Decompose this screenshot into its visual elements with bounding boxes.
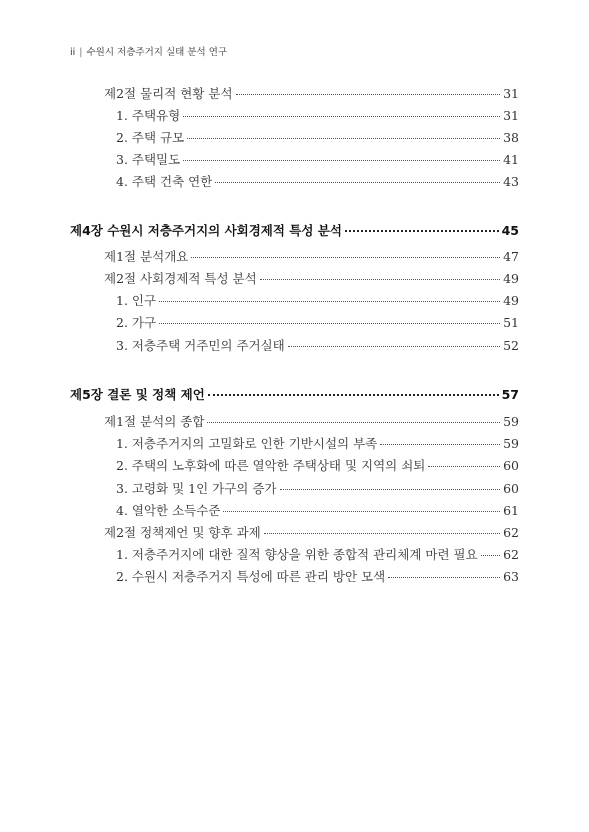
toc-entry-page-number: 59 xyxy=(503,436,519,451)
toc-entry-title: 제2절 사회경제적 특성 분석 xyxy=(104,271,257,286)
toc-item-entry[interactable] xyxy=(116,106,519,126)
toc-entry-title: 2. 주택 규모 xyxy=(116,130,185,145)
running-head-separator: | xyxy=(79,47,83,58)
dot-leader xyxy=(191,256,500,258)
toc-entry-title: 1. 저층주거지에 대한 질적 향상을 위한 종합적 관리체계 마련 필요 xyxy=(116,547,478,562)
toc-entry-title: 2. 주택의 노후화에 따른 열악한 주택상태 및 지역의 쇠퇴 xyxy=(116,458,426,473)
dot-leader xyxy=(215,181,500,183)
dot-leader xyxy=(280,488,501,490)
running-head xyxy=(70,44,227,58)
toc-entry-title: 4. 주택 건축 연한 xyxy=(116,174,213,189)
toc-item-entry[interactable] xyxy=(116,479,519,499)
toc-item-entry[interactable] xyxy=(116,313,519,333)
dot-leader xyxy=(345,229,499,232)
toc-section-entry[interactable] xyxy=(104,523,519,543)
toc-section-entry[interactable] xyxy=(104,412,519,432)
toc-entry-title: 2. 수원시 저층주거지 특성에 따른 관리 방안 모색 xyxy=(116,569,386,584)
toc-entry-page-number: 60 xyxy=(503,458,519,473)
toc-item-entry[interactable] xyxy=(116,434,519,454)
toc-entry-page-number: 49 xyxy=(503,293,519,308)
toc-entry-title: 제4장 수원시 저층주거지의 사회경제적 특성 분석 xyxy=(70,223,342,238)
toc-entry-title: 3. 고령화 및 1인 가구의 증가 xyxy=(116,481,277,496)
dot-leader xyxy=(223,510,500,512)
toc-section-entry[interactable] xyxy=(104,84,519,104)
toc-item-entry[interactable] xyxy=(116,567,519,587)
dot-leader xyxy=(159,300,500,302)
dot-leader xyxy=(388,576,500,578)
toc-entry-title: 제5장 결론 및 정책 제언 xyxy=(70,387,205,402)
dot-leader xyxy=(264,532,500,534)
toc-section-entry[interactable] xyxy=(104,269,519,289)
dot-leader xyxy=(288,345,500,347)
toc-entry-page-number: 61 xyxy=(503,503,519,518)
toc-entry-page-number: 43 xyxy=(503,174,519,189)
book-title: 수원시 저층주거지 실태 분석 연구 xyxy=(86,47,228,58)
toc-entry-page-number: 52 xyxy=(503,338,519,353)
toc-entry-page-number: 59 xyxy=(503,414,519,429)
toc-entry-page-number: 63 xyxy=(503,569,519,584)
toc-entry-page-number: 60 xyxy=(503,481,519,496)
toc-entry-page-number: 45 xyxy=(501,223,519,238)
dot-leader xyxy=(159,322,500,324)
toc-entry-page-number: 57 xyxy=(501,387,519,402)
toc-entry-title: 1. 주택유형 xyxy=(116,108,181,123)
dot-leader xyxy=(380,443,500,445)
dot-leader xyxy=(208,393,499,396)
toc-entry-page-number: 49 xyxy=(503,271,519,286)
toc-entry-page-number: 62 xyxy=(503,547,519,562)
page-number-label: ii xyxy=(70,47,76,58)
toc-item-entry[interactable] xyxy=(116,336,519,356)
toc-section-entry[interactable] xyxy=(104,247,519,267)
toc-item-entry[interactable] xyxy=(116,172,519,192)
toc-entry-page-number: 51 xyxy=(503,315,519,330)
toc-entry-title: 2. 가구 xyxy=(116,315,157,330)
toc-entry-page-number: 31 xyxy=(503,86,519,101)
dot-leader xyxy=(428,465,500,467)
toc-entry-title: 3. 주택밀도 xyxy=(116,152,181,167)
dot-leader xyxy=(260,278,500,280)
toc-item-entry[interactable] xyxy=(116,291,519,311)
dot-leader xyxy=(207,421,500,423)
toc-entry-title: 제1절 분석의 종합 xyxy=(104,414,205,429)
toc-entry-title: 제1절 분석개요 xyxy=(104,249,189,264)
toc-chapter-entry[interactable] xyxy=(70,221,519,241)
toc-entry-page-number: 38 xyxy=(503,130,519,145)
toc-item-entry[interactable] xyxy=(116,501,519,521)
toc-entry-title: 4. 열악한 소득수준 xyxy=(116,503,221,518)
toc-entry-title: 1. 저층주거지의 고밀화로 인한 기반시설의 부족 xyxy=(116,436,378,451)
toc-entry-page-number: 31 xyxy=(503,108,519,123)
toc-item-entry[interactable] xyxy=(116,128,519,148)
toc-entry-page-number: 62 xyxy=(503,525,519,540)
dot-leader xyxy=(481,554,500,556)
toc-item-entry[interactable] xyxy=(116,545,519,565)
toc-entry-page-number: 41 xyxy=(503,152,519,167)
dot-leader xyxy=(183,159,500,161)
toc-entry-title: 1. 인구 xyxy=(116,293,157,308)
toc-entry-title: 3. 저층주택 거주민의 주거실태 xyxy=(116,338,285,353)
dot-leader xyxy=(183,115,500,117)
toc-chapter-entry[interactable] xyxy=(70,385,519,405)
dot-leader xyxy=(187,137,500,139)
dot-leader xyxy=(236,93,501,95)
toc-entry-title: 제2절 정책제언 및 향후 과제 xyxy=(104,525,261,540)
toc-item-entry[interactable] xyxy=(116,150,519,170)
toc-entry-page-number: 47 xyxy=(503,249,519,264)
toc-item-entry[interactable] xyxy=(116,456,519,476)
toc-entry-title: 제2절 물리적 현황 분석 xyxy=(104,86,233,101)
